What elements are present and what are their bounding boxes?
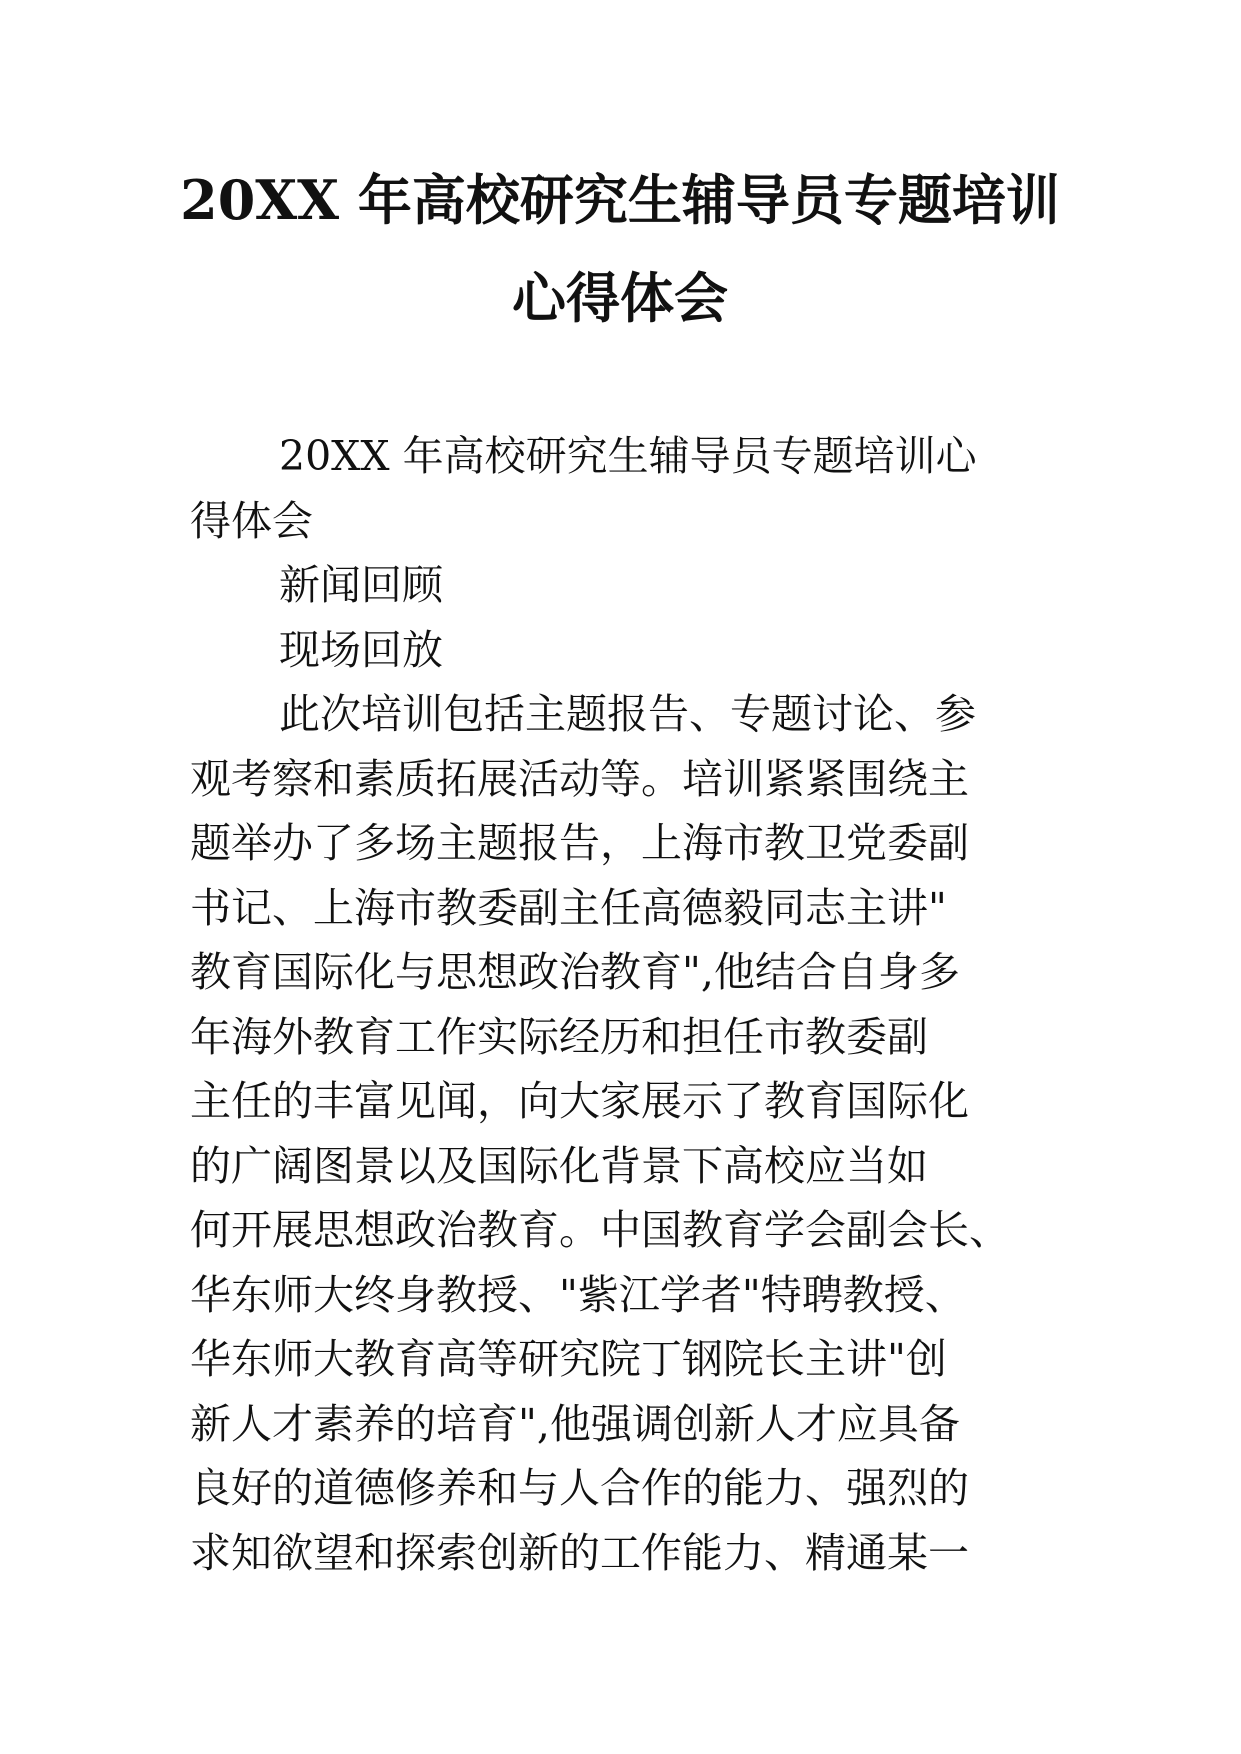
- body-line: 现场回放: [279, 625, 443, 674]
- body-line: 的广阔图景以及国际化背景下高校应当如: [190, 1141, 928, 1190]
- body-line: 得体会: [190, 496, 313, 545]
- body-line: 书记、上海市教委副主任高德毅同志主讲": [190, 883, 947, 932]
- body-line: 何开展思想政治教育。中国教育学会副会长、: [190, 1206, 1010, 1254]
- body-line: 华东师大教育高等研究院丁钢院长主讲"创: [190, 1335, 947, 1383]
- body-line: 新人才素养的培育",他强调创新人才应具备: [190, 1399, 960, 1448]
- body-line: 观考察和素质拓展活动等。培训紧紧围绕主: [190, 754, 969, 803]
- document-body: [190, 424, 1090, 1585]
- body-line: 题举办了多场主题报告，上海市教卫党委副: [190, 819, 969, 867]
- body-line: 良好的道德修养和与人合作的能力、强烈的: [190, 1464, 969, 1512]
- body-line: 教育国际化与思想政治教育",他结合自身多: [190, 948, 960, 996]
- body-line: 求知欲望和探索创新的工作能力、精通某一: [190, 1528, 969, 1577]
- body-line: 主任的丰富见闻，向大家展示了教育国际化: [190, 1077, 969, 1125]
- document-title-line-1: 20XX 年高校研究生辅导员专题培训: [180, 168, 1060, 232]
- body-line: 新闻回顾: [279, 561, 443, 609]
- body-line: 20XX 年高校研究生辅导员专题培训心: [279, 432, 977, 480]
- body-line: 华东师大终身教授、"紫江学者"特聘教授、: [190, 1270, 966, 1319]
- body-line: 此次培训包括主题报告、专题讨论、参: [279, 690, 976, 738]
- body-line: 年海外教育工作实际经历和担任市教委副: [190, 1012, 928, 1061]
- document-title-line-2: 心得体会: [512, 266, 728, 330]
